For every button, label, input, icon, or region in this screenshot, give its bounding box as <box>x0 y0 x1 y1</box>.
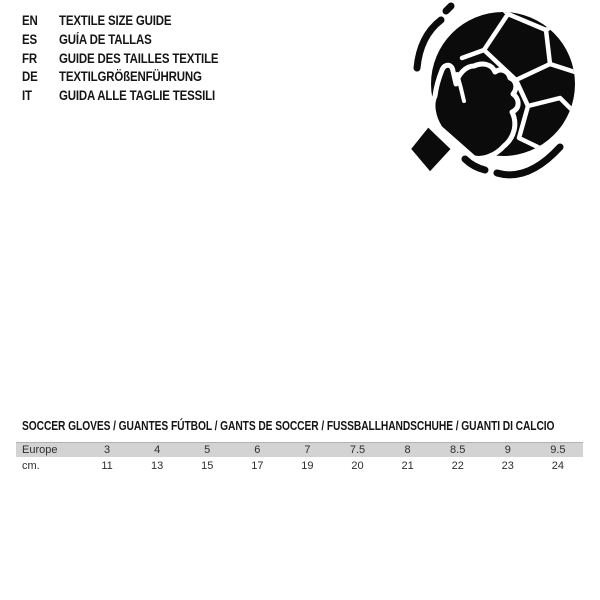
cm-value: 17 <box>251 459 264 472</box>
goalkeeper-glove-ball-icon <box>400 0 600 200</box>
size-value: 7.5 <box>349 444 366 456</box>
size-value: 4 <box>154 444 161 456</box>
language-label: GUIDE DES TAILLES TEXTILE <box>59 50 219 66</box>
cm-value: 21 <box>401 459 414 472</box>
size-value: 8 <box>404 444 411 456</box>
cm-value: 23 <box>501 459 514 472</box>
size-value: 8.5 <box>450 444 466 456</box>
language-code: DE <box>22 69 38 85</box>
language-label: GUÍA DE TALLAS <box>59 31 152 47</box>
size-value: 7 <box>304 444 311 456</box>
table-row-cm <box>16 457 583 474</box>
cm-value: 15 <box>201 459 214 472</box>
size-value: 9.5 <box>550 444 566 456</box>
cm-value: 22 <box>451 459 464 472</box>
size-value: 9 <box>504 444 511 456</box>
row-label: cm. <box>22 459 40 472</box>
cm-value: 19 <box>301 459 314 472</box>
size-value: 6 <box>254 444 261 456</box>
row-label: Europe <box>22 444 58 456</box>
cm-value: 11 <box>101 459 113 472</box>
language-label: TEXTILE SIZE GUIDE <box>59 13 172 28</box>
cm-value: 13 <box>151 459 164 472</box>
language-code: FR <box>22 50 37 66</box>
language-code: IT <box>22 88 32 104</box>
cm-value: 24 <box>551 459 565 472</box>
size-chart-title: SOCCER GLOVES / GUANTES FÚTBOL / GANTS DE SOCCER / FUSSBALLHANDSCHUHE / GUANTI DI CALCIO <box>22 419 555 433</box>
table-row-europe <box>16 442 583 457</box>
language-label: TEXTILGRÖßENFÜHRUNG <box>59 69 202 85</box>
cm-value: 20 <box>351 459 364 472</box>
language-code: EN <box>22 13 38 28</box>
language-code: ES <box>22 31 37 47</box>
size-value: 5 <box>204 444 211 456</box>
language-label: GUIDA ALLE TAGLIE TESSILI <box>59 88 215 104</box>
size-chart-table <box>16 442 583 474</box>
size-value: 3 <box>103 444 111 456</box>
